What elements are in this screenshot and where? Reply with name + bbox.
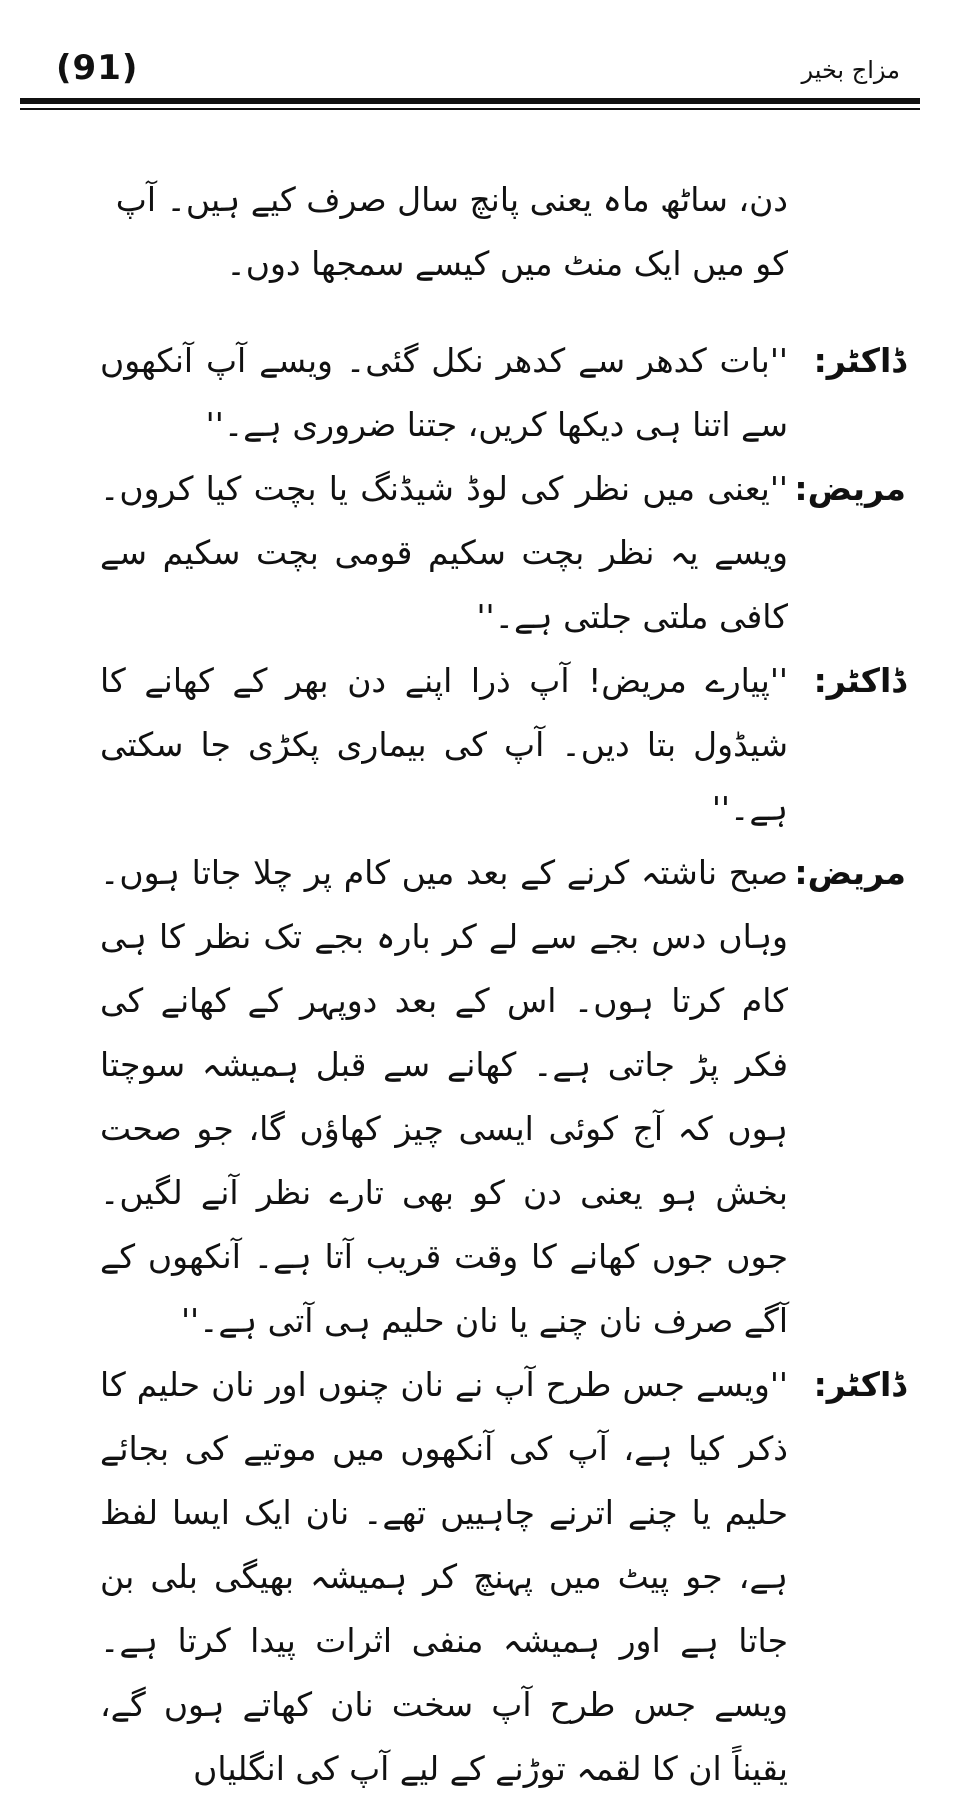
dialogue-text: ''پیارے مریض! آپ ذرا اپنے دن بھر کے کھانے کا شیڈول بتا دیں۔ آپ کی بیماری پکڑی جا سکتی ہے۔'' [100, 661, 788, 828]
dialogue-text: ''یعنی میں نظر کی لوڈ شیڈنگ یا بچت کیا کروں۔ ویسے یہ نظر بچت سکیم قومی بچت سکیم سے کافی ملتی جلتی ہے۔'' [100, 469, 788, 636]
speaker-label: ڈاکٹر: [813, 661, 906, 700]
dialogue-entry-patient-2 [100, 841, 906, 1353]
dialogue-entry-doctor-3 [100, 1353, 906, 1801]
dialogue-text: ''ویسے جس طرح آپ نے نان چنوں اور نان حلیم کا ذکر کیا ہے، آپ کی آنکھوں میں موتیے کی بجائے حلیم یا چنے اترنے چاہییں تھے۔ نان ایک ایسا لفظ ہے، جو پیٹ میں پہنچ کر ہمیشہ بھیگی بلی بن جاتا ہے اور ہمیشہ منفی اثرات پیدا کرتا ہے۔ ویسے جس طرح آپ سخت نان کھاتے ہوں گے، یقیناً ان کا لقمہ توڑنے کے لیے آپ کی انگلیاں [100, 1365, 788, 1788]
page-header [48, 38, 920, 102]
continued-dialogue: دن، ساٹھ ماہ یعنی پانچ سال صرف کیے ہیں۔ آپ کو میں ایک منٹ میں کیسے سمجھا دوں۔ [115, 180, 788, 283]
speaker-label: مریض: [794, 853, 906, 892]
dialogue-entry-patient-1 [100, 457, 906, 649]
page-number: (91) [56, 48, 139, 88]
dialogue-entry-doctor-1 [100, 329, 906, 457]
speaker-label: ڈاکٹر: [813, 1365, 906, 1404]
speaker-label: مریض: [794, 469, 906, 508]
page-body [100, 135, 906, 1801]
header-rule-thick [20, 98, 920, 104]
dialogue-text: ''بات کدھر سے کدھر نکل گئی۔ ویسے آپ آنکھوں سے اتنا ہی دیکھا کریں، جتنا ضروری ہے۔'' [100, 341, 788, 444]
speaker-label: ڈاکٹر: [813, 341, 906, 380]
book-title: مزاج بخیر [801, 56, 900, 84]
dialogue-entry-doctor-2 [100, 649, 906, 841]
dialogue-text: صبح ناشتہ کرنے کے بعد میں کام پر چلا جاتا ہوں۔ وہاں دس بجے سے لے کر بارہ بجے تک نظر کا ہی کام کرتا ہوں۔ اس کے بعد دوپہر کے کھانے کی فکر پڑ جاتی ہے۔ کھانے سے قبل ہمیشہ سوچتا ہوں کہ آج کوئی ایسی چیز کھاؤں گا، جو صحت بخش ہو یعنی دن کو بھی تارے نظر آنے لگیں۔ جوں جوں کھانے کا وقت قریب آتا ہے۔ آنکھوں کے آگے صرف نان چنے یا نان حلیم ہی آتی ہے۔'' [100, 853, 788, 1340]
header-rule-thin [20, 108, 920, 110]
